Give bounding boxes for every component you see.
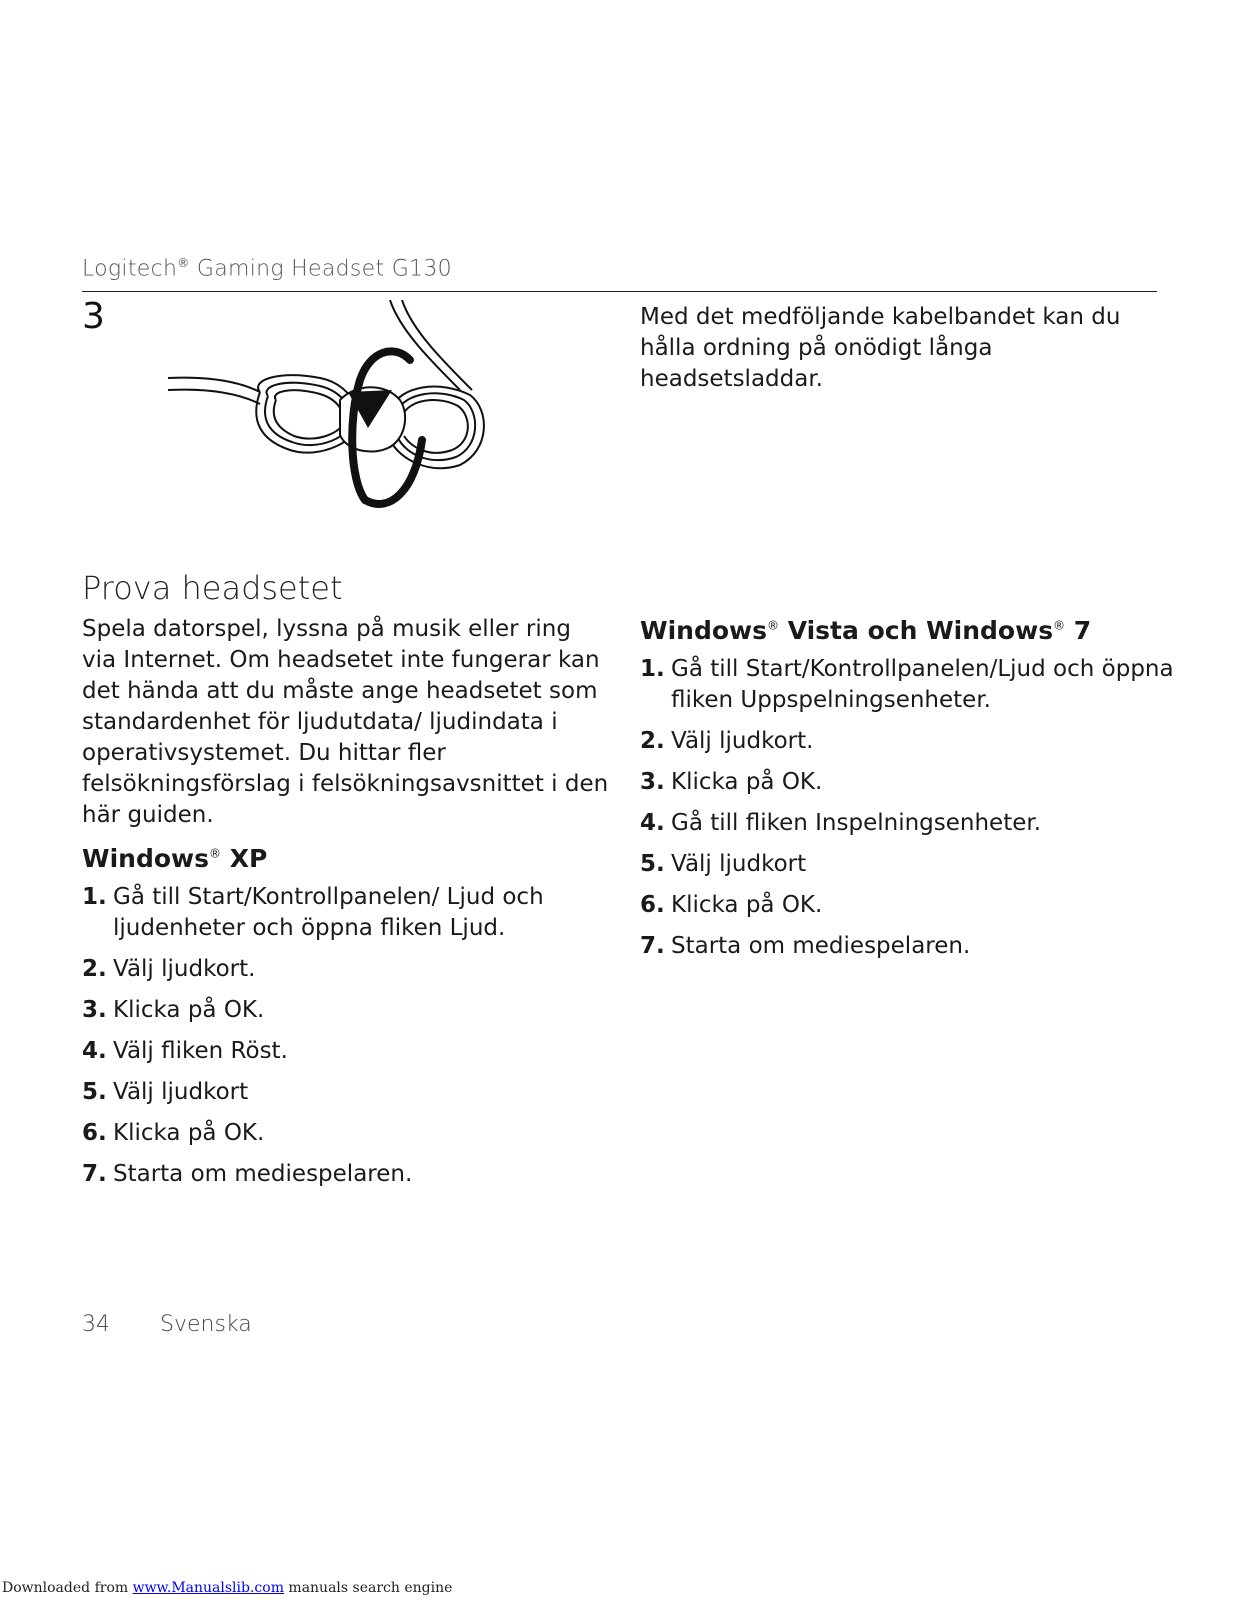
- section-title: Prova headsetet: [82, 569, 343, 607]
- list-item: 2. Välj ljudkort.: [640, 728, 814, 754]
- registered-mark: ®: [1053, 618, 1066, 633]
- header-brand: Logitech: [82, 256, 178, 282]
- windows-xp-heading: Windows® XP: [82, 844, 268, 873]
- list-item: 6. Klicka på OK.: [82, 1120, 265, 1146]
- list-item: 1. Gå till Start/Kontrollpanelen/Ljud och öppna fliken Uppspelningsenheter.: [640, 656, 1174, 713]
- registered-mark: ®: [209, 846, 221, 861]
- windows-xp-steps: [82, 882, 642, 1200]
- footer-language: Svenska: [160, 1312, 252, 1337]
- list-item: 1. Gå till Start/Kontrollpanelen/ Ljud och ljudenheter och öppna fliken Ljud.: [82, 884, 544, 941]
- header-divider: [82, 291, 1157, 292]
- page-number: 34: [82, 1312, 110, 1337]
- list-item: 2. Välj ljudkort.: [82, 956, 256, 982]
- list-item: 4. Gå till fliken Inspelningsenheter.: [640, 810, 1042, 836]
- list-item: 5. Välj ljudkort: [82, 1079, 249, 1105]
- section-intro: Spela datorspel, lyssna på musik eller ring via Internet. Om headsetet inte fungerar kan det hända att du måste ange headsetet som standardenhet för ljudutdata/ ljudindata i operativsystemet. Du hittar fler felsökningsförslag i felsökningsavsnittet i den här guiden.: [82, 616, 609, 828]
- list-item: 3. Klicka på OK.: [82, 997, 265, 1023]
- step-description: Med det medföljande kabelbandet kan du hålla ordning på onödigt långa headsetsladdar.: [640, 304, 1121, 392]
- header-product: Gaming Headset G130: [189, 256, 452, 282]
- list-item: 7. Starta om mediespelaren.: [640, 933, 971, 959]
- list-item: 6. Klicka på OK.: [640, 892, 823, 918]
- manualslib-link[interactable]: www.Manualslib.com: [132, 1580, 284, 1596]
- download-footer: Downloaded from www.Manualslib.com manuals search engine: [2, 1580, 453, 1596]
- cable-tie-illustration: [160, 300, 500, 525]
- windows-vista-steps: [640, 654, 1200, 972]
- list-item: 7. Starta om mediespelaren.: [82, 1161, 413, 1187]
- step-number: 3: [82, 296, 105, 337]
- registered-mark: ®: [177, 256, 190, 270]
- windows-vista-heading: Windows® Vista och Windows® 7: [640, 616, 1092, 645]
- list-item: 5. Välj ljudkort: [640, 851, 807, 877]
- list-item: 3. Klicka på OK.: [640, 769, 823, 795]
- registered-mark: ®: [767, 618, 779, 633]
- list-item: 4. Välj fliken Röst.: [82, 1038, 288, 1064]
- document-header: [82, 256, 452, 281]
